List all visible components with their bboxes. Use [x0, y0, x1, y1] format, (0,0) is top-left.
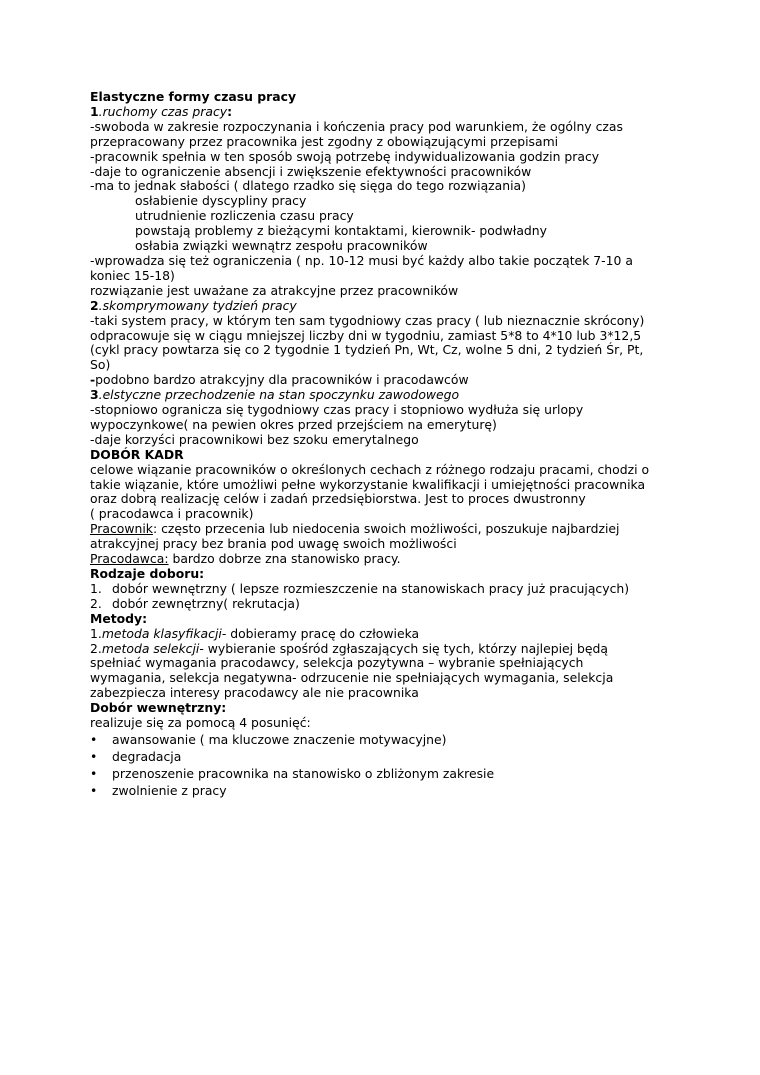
text-line: wymagania, selekcja negatywna- odrzucenie nie spełniających wymagania, selekcja — [90, 670, 614, 686]
weakness-item: osłabienie dyscypliny pracy — [135, 193, 307, 209]
section-1-colon: : — [227, 103, 233, 119]
section-1-title: .ruchomy czas pracy — [98, 103, 228, 119]
rodzaje-doboru-heading: Rodzaje doboru: — [90, 566, 205, 581]
doc-title: Elastyczne formy czasu pracy — [90, 89, 297, 104]
text-line: koniec 15-18) — [90, 267, 175, 283]
dobor-kadr-heading: DOBÓR KADR — [90, 446, 184, 462]
metoda-1-line — [90, 627, 680, 642]
list-number: 1. — [90, 580, 102, 596]
dobor-wewnetrzny-heading: Dobór wewnętrzny: — [90, 700, 227, 716]
metoda-2-title: metoda selekcji — [101, 640, 200, 656]
list-item-text: dobór wewnętrzny ( lepsze rozmieszczenie na stanowiskach pracy już pracujących) — [112, 580, 630, 596]
pracodawca-line — [90, 552, 680, 567]
list-item — [90, 582, 680, 597]
text-span: bardzo dobrze zna stanowisko pracy. — [168, 551, 401, 567]
dash: - — [90, 372, 96, 388]
bullet-text: degradacja — [112, 749, 182, 765]
text-line: -wprowadza się też ograniczenia ( np. 10-12 musi być każdy albo takie początek 7-10 a — [90, 252, 633, 268]
text-line: So) — [90, 357, 111, 373]
bullet-text: zwolnienie z pracy — [112, 783, 227, 799]
bullet-item — [90, 767, 680, 782]
text-line: realizuje się za pomocą 4 posunięć: — [90, 715, 311, 731]
text-span: podobno bardzo atrakcyjny dla pracowników i pracodawców — [95, 372, 469, 388]
list-item — [90, 597, 680, 612]
text-line: rozwiązanie jest uważane za atrakcyjne przez pracowników — [90, 282, 459, 298]
section-1-heading — [90, 105, 680, 120]
text-line: wypoczynkowe( na pewien okres przed przejściem na emeryturę) — [90, 416, 497, 432]
pracownik-label: Pracownik — [90, 521, 153, 537]
section-3-number: 3 — [90, 387, 99, 403]
text-line — [90, 373, 680, 388]
weakness-item: osłabia związki wewnątrz zespołu pracowników — [135, 238, 428, 254]
section-2-heading — [90, 299, 680, 314]
text-line: celowe wiązanie pracowników o określonych cechach z różnego rodzaju pracami, chodzi o — [90, 461, 650, 477]
text-span: - wybieranie spośród zgłaszających się tych, którzy najlepiej będą — [199, 640, 608, 656]
text-line: -daje korzyści pracownikowi bez szoku emerytalnego — [90, 431, 419, 447]
bullet-item — [90, 784, 680, 799]
text-line: -pracownik spełnia w ten sposób swoją potrzebę indywidualizowania godzin pracy — [90, 148, 600, 164]
section-3-title: .elstyczne przechodzenie na stan spoczynku zawodowego — [98, 387, 460, 403]
bullet-icon: • — [90, 766, 98, 782]
text-line: -taki system pracy, w którym ten sam tygodniowy czas pracy ( lub nieznacznie skrócony) — [90, 312, 645, 328]
weakness-item: utrudnienie rozliczenia czasu pracy — [135, 208, 354, 224]
section-3-heading — [90, 388, 680, 403]
section-2-title: .skomprymowany tydzień pracy — [98, 297, 297, 313]
text-line: spełniać wymagania pracodawcy, selekcja pozytywna – wybranie spełniających — [90, 655, 584, 671]
text-line: ( pracodawca i pracownik) — [90, 506, 254, 522]
section-1-number: 1 — [90, 103, 99, 119]
bullet-text: przenoszenie pracownika na stanowisko o zbliżonym zakresie — [112, 766, 495, 782]
text-line: -daje to ograniczenie absencji i zwiększenie efektywności pracowników — [90, 163, 532, 179]
text-line: (cykl pracy powtarza się co 2 tygodnie 1 tydzień Pn, Wt, Cz, wolne 5 dni, 2 tydzień Śr, Pt, — [90, 342, 644, 358]
weakness-item: powstają problemy z bieżącymi kontaktami, kierownik- podwładny — [135, 223, 547, 239]
list-number: 2. — [90, 595, 102, 611]
pracownik-line — [90, 522, 680, 537]
metoda-1-number: 1. — [90, 625, 102, 641]
bullet-icon: • — [90, 732, 98, 748]
list-item-text: dobór zewnętrzny( rekrutacja) — [112, 595, 300, 611]
pracodawca-label: Pracodawca: — [90, 551, 169, 567]
text-line: -stopniowo ogranicza się tygodniowy czas pracy i stopniowo wydłuża się urlopy — [90, 402, 584, 418]
metoda-1-title: metoda klasyfikacji — [101, 625, 222, 641]
metoda-2-line — [90, 642, 680, 657]
text-line: odpracowuje się w ciągu mniejszej liczby dni w tygodniu, zamiast 5*8 to 4*10 lub 3*12,5 — [90, 327, 642, 343]
document-body — [90, 90, 680, 799]
text-line: przepracowany przez pracownika jest zgodny z obowiązującymi przepisami — [90, 133, 559, 149]
bullet-icon: • — [90, 749, 98, 765]
bullet-text: awansowanie ( ma kluczowe znaczenie motywacyjne) — [112, 732, 447, 748]
metody-heading: Metody: — [90, 610, 148, 626]
text-span: - dobieramy pracę do człowieka — [221, 625, 420, 641]
bullet-item — [90, 750, 680, 765]
text-line: takie wiązanie, które umożliwi pełne wykorzystanie kwalifikacji i umiejętności pracownika — [90, 476, 646, 492]
section-2-number: 2 — [90, 297, 99, 313]
text-line: -swoboda w zakresie rozpoczynania i kończenia pracy pod warunkiem, że ogólny czas — [90, 118, 623, 134]
bullet-item — [90, 733, 680, 748]
text-line: atrakcyjnej pracy bez brania pod uwagę swoich możliwości — [90, 536, 457, 552]
metoda-2-number: 2. — [90, 640, 102, 656]
text-line: -ma to jednak słabości ( dlatego rzadko się sięga do tego rozwiązania) — [90, 178, 526, 194]
bullet-icon: • — [90, 783, 98, 799]
text-line: zabezpiecza interesy pracodawcy ale nie pracownika — [90, 685, 419, 701]
text-line: oraz dobrą realizację celów i zadań przedsiębiorstwa. Jest to proces dwustronny — [90, 491, 586, 507]
text-span: : często przecenia lub niedocenia swoich możliwości, poszukuje najbardziej — [152, 521, 620, 537]
